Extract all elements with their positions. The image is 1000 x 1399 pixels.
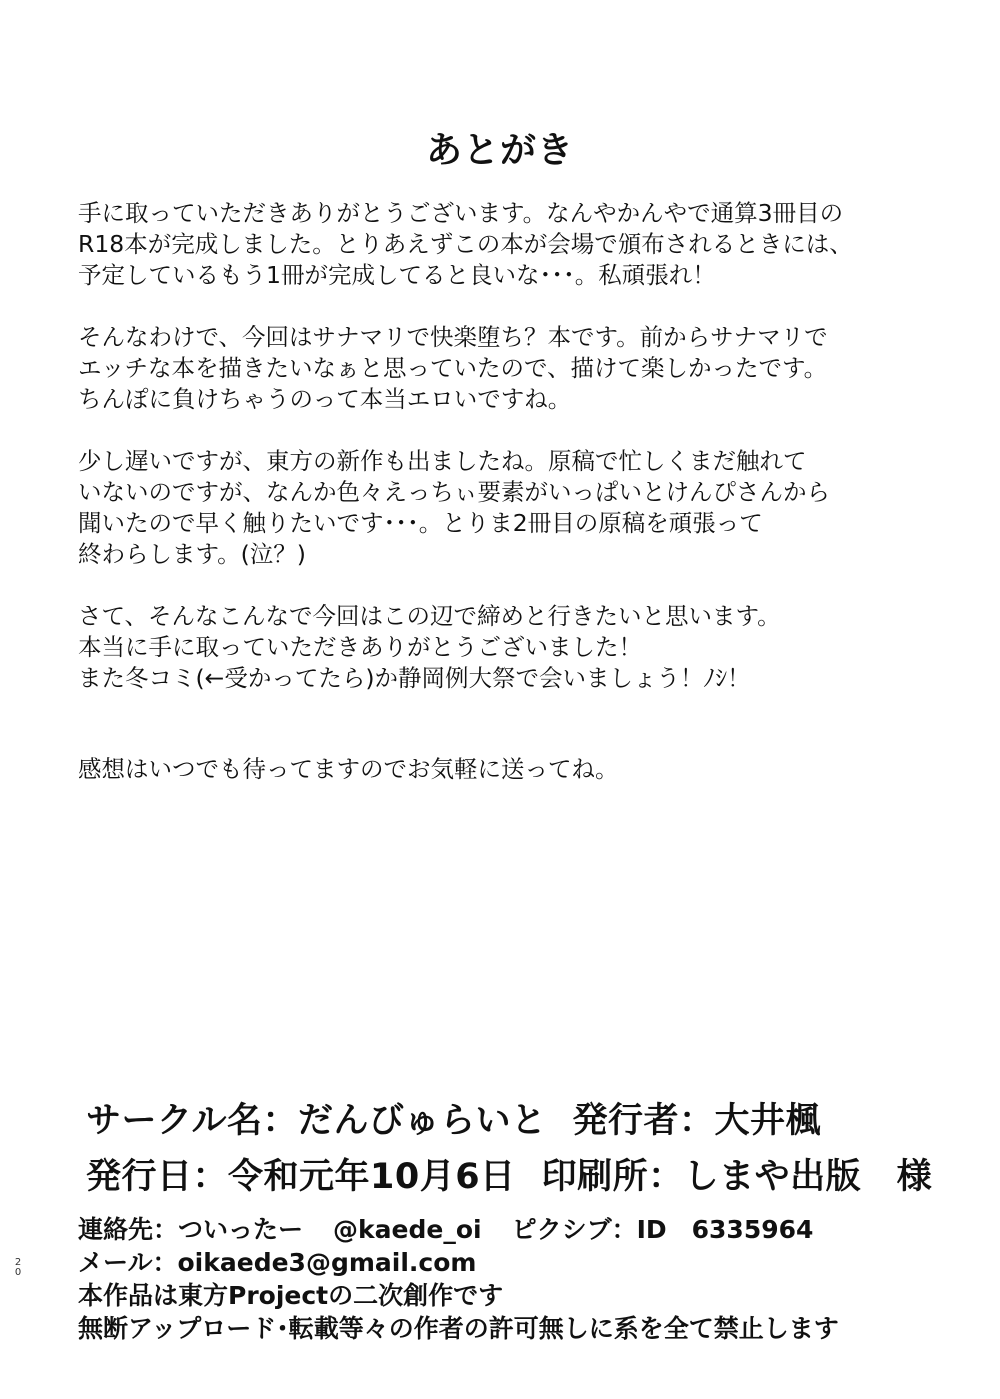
text-line: R18本が完成しました。とりあえずこの本が会場で頒布されるときには、 [78,230,853,258]
printer: 印刷所：しまや出版 様 [541,1157,933,1197]
page-number-text: 20 [14,1257,22,1278]
publish-date: 発行日：令和元年10月6日 [86,1157,516,1197]
contact-label: 連絡先：ついったー [78,1215,304,1244]
text-line: また冬コミ(←受かってたら)か静岡例大祭で会いましょう！ﾉｼ！ [78,664,751,692]
notice-derivative: 本作品は東方Projectの二次創作です [78,1281,504,1310]
circle-name: サークル名：だんびゅらいと [86,1101,547,1141]
text-line: いないのですが、なんか色々えっちぃ要素がいっぱいとけんぴさんから [78,478,830,506]
contact-block [78,1213,966,1345]
contact-line [78,1213,966,1246]
mail-line: メール：oikaede3@gmail.com [78,1248,477,1277]
notice-prohibition: 無断アップロード･転載等々の作者の許可無しに系を全て禁止します [78,1314,839,1343]
colophon-line [86,1093,966,1149]
text-line: 本当に手に取っていただきありがとうございました！ [78,633,642,661]
paragraph [78,601,958,694]
closing-paragraph [78,754,958,785]
text-line: 終わらします。(泣？) [78,540,306,568]
text-line: そんなわけで、今回はサナマリで快楽堕ち？本です。前からサナマリで [78,323,828,351]
paragraph [78,446,958,570]
text-line: 少し遅いですが、東方の新作も出ましたね。原稿で忙しくまだ触れて [78,447,807,475]
page-number [13,1258,23,1278]
afterword-body [78,198,958,816]
paragraph [78,322,958,415]
twitter-handle: @kaede_oi [333,1215,482,1244]
text-line: エッチな本を描きたいなぁと思っていたので、描けて楽しかったです。 [78,354,828,382]
text-line: 聞いたので早く触りたいです･･･。とりま2冊目の原稿を頑張って [78,509,763,537]
colophon-line [86,1149,966,1205]
text-line: さて、そんなこんなで今回はこの辺で締めと行きたいと思います。 [78,602,781,630]
publisher: 発行者：大井楓 [572,1101,821,1141]
text-line: 手に取っていただきありがとうございます。なんやかんやで通算3冊目の [78,199,844,227]
colophon [78,1093,966,1345]
paragraph [78,198,958,291]
text-line: 感想はいつでも待ってますのでお気軽に送ってね。 [78,755,619,783]
text-line: 予定しているもう1冊が完成してると良いな･･･。私頑張れ！ [78,261,716,289]
text-line: ちんぽに負けちゃうのって本当エロいですね。 [78,385,572,413]
pixiv-id: ピクシブ：ID 6335964 [511,1215,814,1244]
afterword-title: あとがき [425,130,574,171]
